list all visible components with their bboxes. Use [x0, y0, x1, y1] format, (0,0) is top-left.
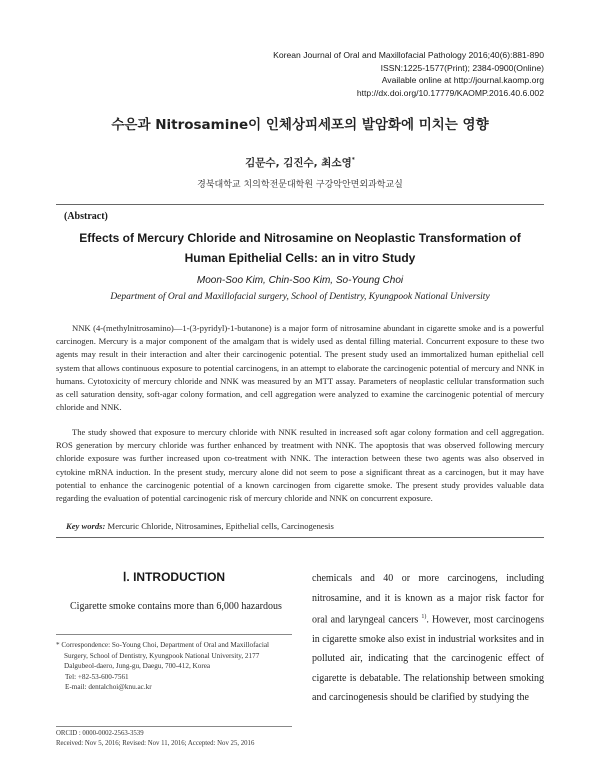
journal-issn: ISSN:1225-1577(Print); 2384-0900(Online) — [380, 62, 544, 73]
korean-authors — [0, 155, 600, 170]
english-department: Department of Oral and Maxillofacial surgery, School of Dentistry, Kyungpook National University — [110, 292, 490, 302]
english-authors: Moon-Soo Kim, Chin-Soo Kim, So-Young Choi — [196, 275, 404, 286]
abstract-label: (Abstract) — [64, 211, 108, 222]
journal-doi[interactable]: http://dx.doi.org/10.17779/KAOMP.2016.40.6.002 — [356, 87, 544, 98]
divider-bottom — [56, 537, 544, 538]
keywords-text: Mercuric Chloride, Nitrosamines, Epithelial cells, Carcinogenesis — [107, 521, 334, 531]
article-history — [56, 729, 292, 749]
english-title-line2: Human Epithelial Cells: an in vitro Study — [184, 251, 416, 265]
intro-right-part2: . However, most carcinogens in cigarette smoke also exist in industrial worksites and in polluted air, indicating that the carcinogenic effect of cigarette is debatable. The relationship between smoking and carcinogenesis should be clarified by studying the — [312, 614, 545, 704]
korean-affiliation: 경북대학교 치의학전문대학원 구강악안면외과학교실 — [197, 180, 403, 190]
keywords-label: Key words: — [66, 521, 106, 531]
english-title — [40, 228, 560, 268]
journal-header — [273, 49, 544, 99]
correspondence-tel: Tel: +82-53-600-7561 — [65, 672, 129, 681]
orcid: ORCID : 0000-0002-2563-3539 — [56, 730, 144, 737]
korean-title: 수은과 Nitrosamine이 인체상피세포의 발암화에 미치는 영향 — [111, 117, 489, 133]
correspondence-address: * Correspondence: So-Young Choi, Department of Oral and Maxillofacial Surgery, School of Dentistry, Kyungpook National University, 2177 Dalgubeol-daero, Jung-gu, Daegu, 700-412, Korea — [56, 641, 270, 670]
footnote-divider — [56, 634, 292, 635]
journal-url[interactable]: Available online at http://journal.kaomp.org — [381, 75, 544, 85]
footnote-divider-2 — [56, 726, 292, 727]
introduction-heading: Ⅰ. INTRODUCTION — [122, 570, 226, 584]
english-title-line1: Effects of Mercury Chloride and Nitrosamine on Neoplastic Transformation of — [79, 231, 521, 245]
abstract-paragraph-1 — [56, 322, 544, 414]
received-dates: Received: Nov 5, 2016; Revised: Nov 11, 2016; Accepted: Nov 25, 2016 — [56, 740, 255, 747]
intro-right-part1: chemicals and 40 or more carcinogens, including nitrosamine, and it is known as a major risk factor for oral and laryngeal cancers — [312, 573, 544, 626]
reference-1[interactable]: 1) — [421, 614, 427, 620]
introduction-paragraph: Cigarette smoke contains more than 6,000 hazardous — [70, 601, 282, 612]
introduction-left-text — [56, 601, 292, 612]
abstract-text-1: NNK (4-(methylnitrosamino)—1-(3-pyridyl)-1-butanone) is a major form of nitrosamine abundant in cigarette smoke and is a powerful carcinogen. Mercury is a major component of the amalgam that is widely used as dental filling material. Concurrent exposure to these two agents may result in their interaction and alter their carcinogenic potential. The present study used an immortalized human epithelial cell system that allows continuous exposure to potential carcinogens, in an attempt to elaborate the carcinogenic potential of mercury and NNK in humans. Cytotoxicity of mercury chloride and NNK was measured by an MTT assay. Parameters of neoplastic cellular transformation such as cell saturation density, soft-agar colony formation, and cell aggregation were analyzed to examine the carcinogenic potential of mercury chloride and NNK. — [56, 323, 544, 413]
abstract-paragraph-2 — [56, 426, 544, 505]
korean-author-names: 김문수, 김진수, 최소영 — [245, 157, 352, 169]
correspondence-footnote — [56, 640, 292, 693]
divider-top — [56, 204, 544, 205]
correspondence-email[interactable]: E-mail: dentalchoi@knu.ac.kr — [65, 683, 152, 691]
keywords — [66, 521, 334, 531]
abstract-text-2: The study showed that exposure to mercury chloride with NNK resulted in increased soft agar colony formation and cell aggregation. ROS generation by mercury chloride was further enhanced by treatment with NNK. The apoptosis that was observed following mercury chloride exposure was further increased upon co-treatment with NNK. The interaction between these two agents was also observed in cytokine mRNA induction. In the present study, mercury alone did not seem to pose a significant threat as a carcinogen, but it may have potential to enhance the carcinogenic potential of a known carcinogen from cigarette smoke. The present study provides valuable data regarding the evaluation of potential carcinogenic risk of mercury chloride and NNK on concurrent exposure. — [56, 427, 544, 504]
journal-citation: Korean Journal of Oral and Maxillofacial Pathology 2016;40(6):881-890 — [273, 50, 544, 60]
corresponding-mark: * — [351, 156, 355, 164]
introduction-right-text — [312, 569, 544, 708]
